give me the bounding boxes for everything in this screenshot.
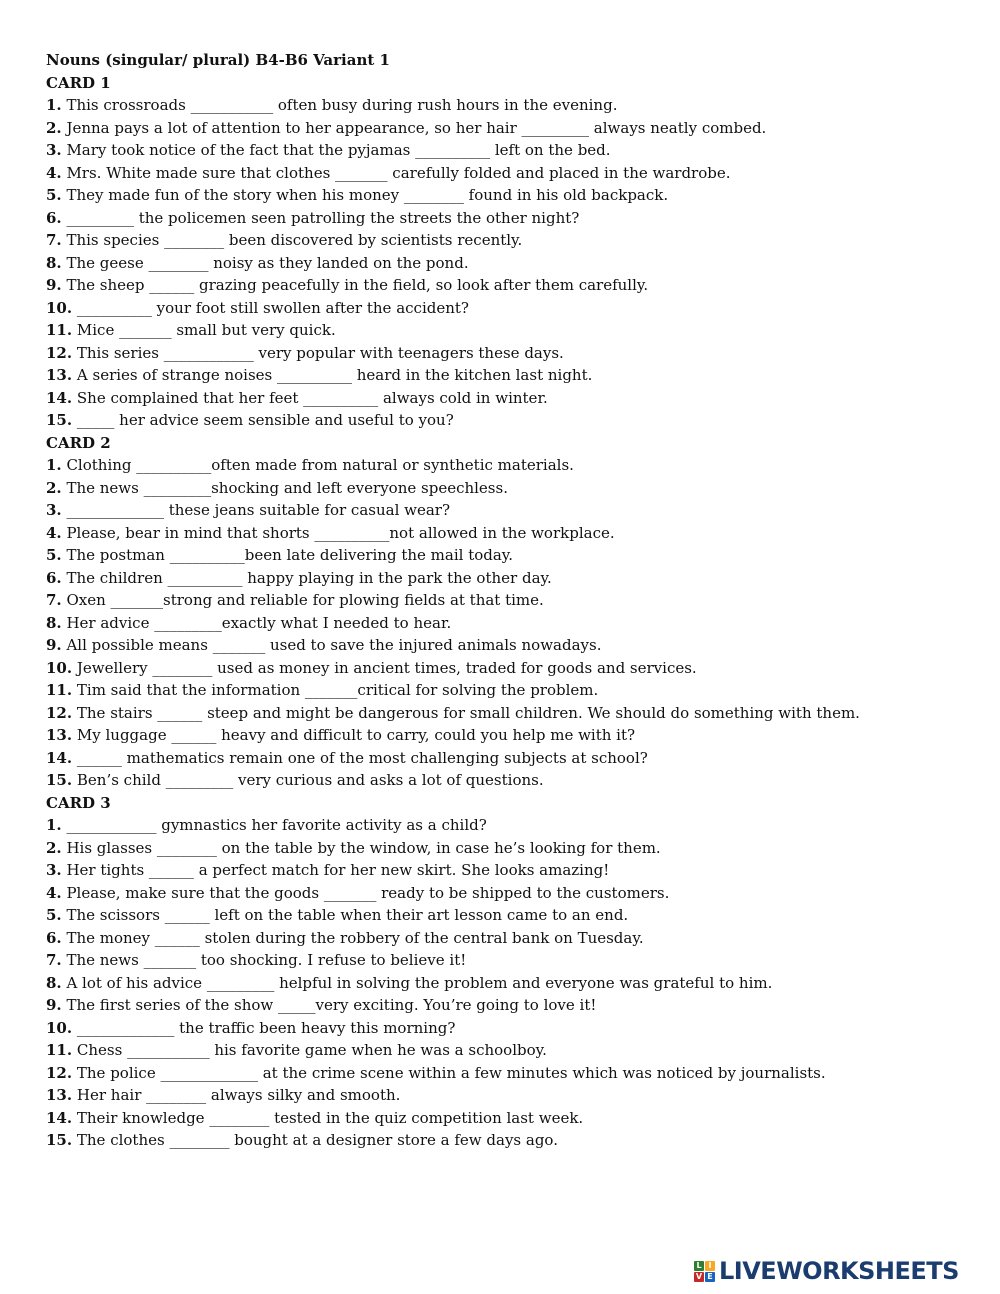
question-number: 3. xyxy=(46,861,62,879)
question-number: 9. xyxy=(46,636,62,654)
question-number: 8. xyxy=(46,253,62,272)
question-number: 12. xyxy=(46,1063,73,1082)
question-item xyxy=(46,1129,966,1152)
question-item xyxy=(46,1017,966,1040)
question-text: This series ____________ very popular with teenagers these days. xyxy=(76,343,564,362)
question-number: 11. xyxy=(46,681,73,699)
card-heading: CARD 2 xyxy=(46,433,111,452)
question-item xyxy=(46,319,966,342)
card-heading: CARD 3 xyxy=(46,793,111,812)
question-item xyxy=(46,994,966,1017)
question-item xyxy=(46,207,966,230)
question-number: 4. xyxy=(46,883,62,902)
question-number: 2. xyxy=(46,118,62,137)
question-text: _____ her advice seem sensible and useful to you? xyxy=(76,411,454,429)
question-item xyxy=(46,814,966,837)
question-item xyxy=(46,184,966,207)
question-item xyxy=(46,94,966,117)
question-text: The clothes ________ bought at a designer store a few days ago. xyxy=(76,1131,558,1149)
question-item xyxy=(46,769,966,792)
question-number: 7. xyxy=(46,591,62,609)
question-text: Her tights ______ a perfect match for her new skirt. She looks amazing! xyxy=(66,861,610,879)
question-number: 15. xyxy=(46,1131,73,1149)
worksheet-title: Nouns (singular/ plural) B4-B6 Variant 1 xyxy=(46,51,390,69)
question-item xyxy=(46,117,966,140)
cards-container xyxy=(46,72,966,1152)
question-number: 13. xyxy=(46,1086,73,1104)
question-item xyxy=(46,612,966,635)
question-text: Mary took notice of the fact that the pyjamas __________ left on the bed. xyxy=(66,141,611,159)
question-item xyxy=(46,972,966,995)
question-number: 15. xyxy=(46,411,73,429)
question-text: The first series of the show _____very exciting. You’re going to love it! xyxy=(66,996,597,1014)
question-item xyxy=(46,747,966,770)
question-item xyxy=(46,274,966,297)
question-number: 11. xyxy=(46,1041,73,1059)
question-text: Their knowledge ________ tested in the quiz competition last week. xyxy=(76,1108,584,1127)
question-number: 2. xyxy=(46,478,62,497)
question-number: 9. xyxy=(46,276,62,294)
question-text: Mice _______ small but very quick. xyxy=(76,321,336,339)
question-text: Please, bear in mind that shorts __________not allowed in the workplace. xyxy=(66,523,615,542)
question-text: ______ mathematics remain one of the most challenging subjects at school? xyxy=(76,748,648,767)
question-text: A lot of his advice _________ helpful in solving the problem and everyone was grateful to him. xyxy=(66,973,773,992)
question-number: 1. xyxy=(46,816,62,834)
question-item xyxy=(46,297,966,320)
question-number: 14. xyxy=(46,1108,73,1127)
question-item xyxy=(46,522,966,545)
question-text: _____________ the traffic been heavy this morning? xyxy=(76,1018,456,1037)
question-number: 3. xyxy=(46,501,62,519)
logo-icon-tile: V xyxy=(695,1271,703,1281)
question-text: The sheep ______ grazing peacefully in the field, so look after them carefully. xyxy=(66,276,649,294)
question-text: ____________ gymnastics her favorite activity as a child? xyxy=(66,816,487,834)
question-number: 2. xyxy=(46,838,62,857)
question-item xyxy=(46,1039,966,1062)
question-number: 15. xyxy=(46,771,73,789)
question-number: 8. xyxy=(46,613,62,632)
question-text: Her hair ________ always silky and smooth. xyxy=(76,1086,401,1104)
question-number: 6. xyxy=(46,568,62,587)
question-text: Please, make sure that the goods _______ ready to be shipped to the customers. xyxy=(66,883,670,902)
question-item xyxy=(46,927,966,950)
question-number: 7. xyxy=(46,231,62,249)
question-text: This species ________ been discovered by scientists recently. xyxy=(66,231,523,249)
question-text: Jewellery ________ used as money in ancient times, traded for goods and services. xyxy=(76,658,697,677)
question-text: Ben’s child _________ very curious and asks a lot of questions. xyxy=(76,771,544,789)
question-number: 4. xyxy=(46,163,62,182)
question-text: My luggage ______ heavy and difficult to carry, could you help me with it? xyxy=(76,726,636,744)
question-text: _________ the policemen seen patrolling the streets the other night? xyxy=(66,208,580,227)
question-item xyxy=(46,589,966,612)
card-section xyxy=(46,432,966,792)
question-number: 6. xyxy=(46,208,62,227)
liveworksheets-logo[interactable] xyxy=(694,1256,959,1286)
question-text: The geese ________ noisy as they landed on the pond. xyxy=(66,253,469,272)
question-text: _____________ these jeans suitable for casual wear? xyxy=(66,501,451,519)
question-number: 1. xyxy=(46,456,62,474)
question-text: Jenna pays a lot of attention to her appearance, so her hair _________ always neatly combed. xyxy=(66,118,767,137)
card-heading: CARD 1 xyxy=(46,73,111,92)
question-item xyxy=(46,949,966,972)
question-number: 10. xyxy=(46,1018,73,1037)
question-number: 13. xyxy=(46,366,73,384)
question-item xyxy=(46,409,966,432)
question-text: The money ______ stolen during the robbery of the central bank on Tuesday. xyxy=(66,928,644,947)
question-item xyxy=(46,454,966,477)
question-item xyxy=(46,859,966,882)
question-number: 9. xyxy=(46,996,62,1014)
question-number: 14. xyxy=(46,388,73,407)
question-item xyxy=(46,544,966,567)
question-text: They made fun of the story when his money ________ found in his old backpack. xyxy=(66,186,669,204)
worksheet xyxy=(46,49,966,1152)
question-text: The stairs ______ steep and might be dangerous for small children. We should do something with them. xyxy=(76,703,860,722)
question-number: 10. xyxy=(46,658,73,677)
logo-icon-tile: E xyxy=(705,1272,715,1282)
question-item xyxy=(46,882,966,905)
question-item xyxy=(46,162,966,185)
question-number: 10. xyxy=(46,298,73,317)
question-item xyxy=(46,657,966,680)
question-item xyxy=(46,342,966,365)
question-item xyxy=(46,1084,966,1107)
question-item xyxy=(46,724,966,747)
question-item xyxy=(46,634,966,657)
question-item xyxy=(46,499,966,522)
question-number: 3. xyxy=(46,141,62,159)
liveworksheets-logo-icon xyxy=(694,1261,715,1282)
question-text: She complained that her feet __________ always cold in winter. xyxy=(76,388,548,407)
question-number: 5. xyxy=(46,186,62,204)
question-number: 5. xyxy=(46,546,62,564)
question-text: Oxen _______strong and reliable for plowing fields at that time. xyxy=(66,591,544,609)
question-number: 4. xyxy=(46,523,62,542)
question-text: Mrs. White made sure that clothes _______ carefully folded and placed in the wardrobe. xyxy=(66,163,731,182)
logo-icon-tile: L xyxy=(694,1261,704,1271)
question-item xyxy=(46,567,966,590)
question-text: The news _______ too shocking. I refuse to believe it! xyxy=(66,951,467,969)
question-item xyxy=(46,387,966,410)
question-text: Tim said that the information _______critical for solving the problem. xyxy=(76,681,599,699)
question-number: 7. xyxy=(46,951,62,969)
question-text: The scissors ______ left on the table when their art lesson came to an end. xyxy=(66,906,629,924)
question-number: 6. xyxy=(46,928,62,947)
question-item xyxy=(46,702,966,725)
question-item xyxy=(46,139,966,162)
question-number: 13. xyxy=(46,726,73,744)
question-number: 5. xyxy=(46,906,62,924)
question-item xyxy=(46,1107,966,1130)
question-text: The police _____________ at the crime scene within a few minutes which was noticed by journalists. xyxy=(76,1063,826,1082)
question-text: His glasses ________ on the table by the window, in case he’s looking for them. xyxy=(66,838,661,857)
question-text: This crossroads ___________ often busy during rush hours in the evening. xyxy=(66,96,618,114)
question-text: The news _________shocking and left everyone speechless. xyxy=(66,478,508,497)
question-item xyxy=(46,837,966,860)
question-text: All possible means _______ used to save the injured animals nowadays. xyxy=(66,636,602,654)
question-item xyxy=(46,1062,966,1085)
question-text: A series of strange noises __________ heard in the kitchen last night. xyxy=(76,366,593,384)
question-number: 14. xyxy=(46,748,73,767)
question-item xyxy=(46,904,966,927)
question-text: Clothing __________often made from natural or synthetic materials. xyxy=(66,456,574,474)
question-item xyxy=(46,679,966,702)
question-item xyxy=(46,252,966,275)
card-section xyxy=(46,72,966,432)
question-number: 1. xyxy=(46,96,62,114)
question-item xyxy=(46,364,966,387)
logo-icon-tile: I xyxy=(705,1261,715,1271)
question-number: 11. xyxy=(46,321,73,339)
question-item xyxy=(46,229,966,252)
question-number: 8. xyxy=(46,973,62,992)
question-item xyxy=(46,477,966,500)
question-text: The children __________ happy playing in the park the other day. xyxy=(66,568,552,587)
question-number: 12. xyxy=(46,703,73,722)
question-text: The postman __________been late delivering the mail today. xyxy=(66,546,514,564)
question-text: Her advice _________exactly what I needed to hear. xyxy=(66,613,452,632)
question-text: __________ your foot still swollen after the accident? xyxy=(76,298,469,317)
card-section xyxy=(46,792,966,1152)
question-number: 12. xyxy=(46,343,73,362)
liveworksheets-wordmark: LIVEWORKSHEETS xyxy=(719,1257,959,1285)
question-text: Chess ___________ his favorite game when he was a schoolboy. xyxy=(76,1041,547,1059)
